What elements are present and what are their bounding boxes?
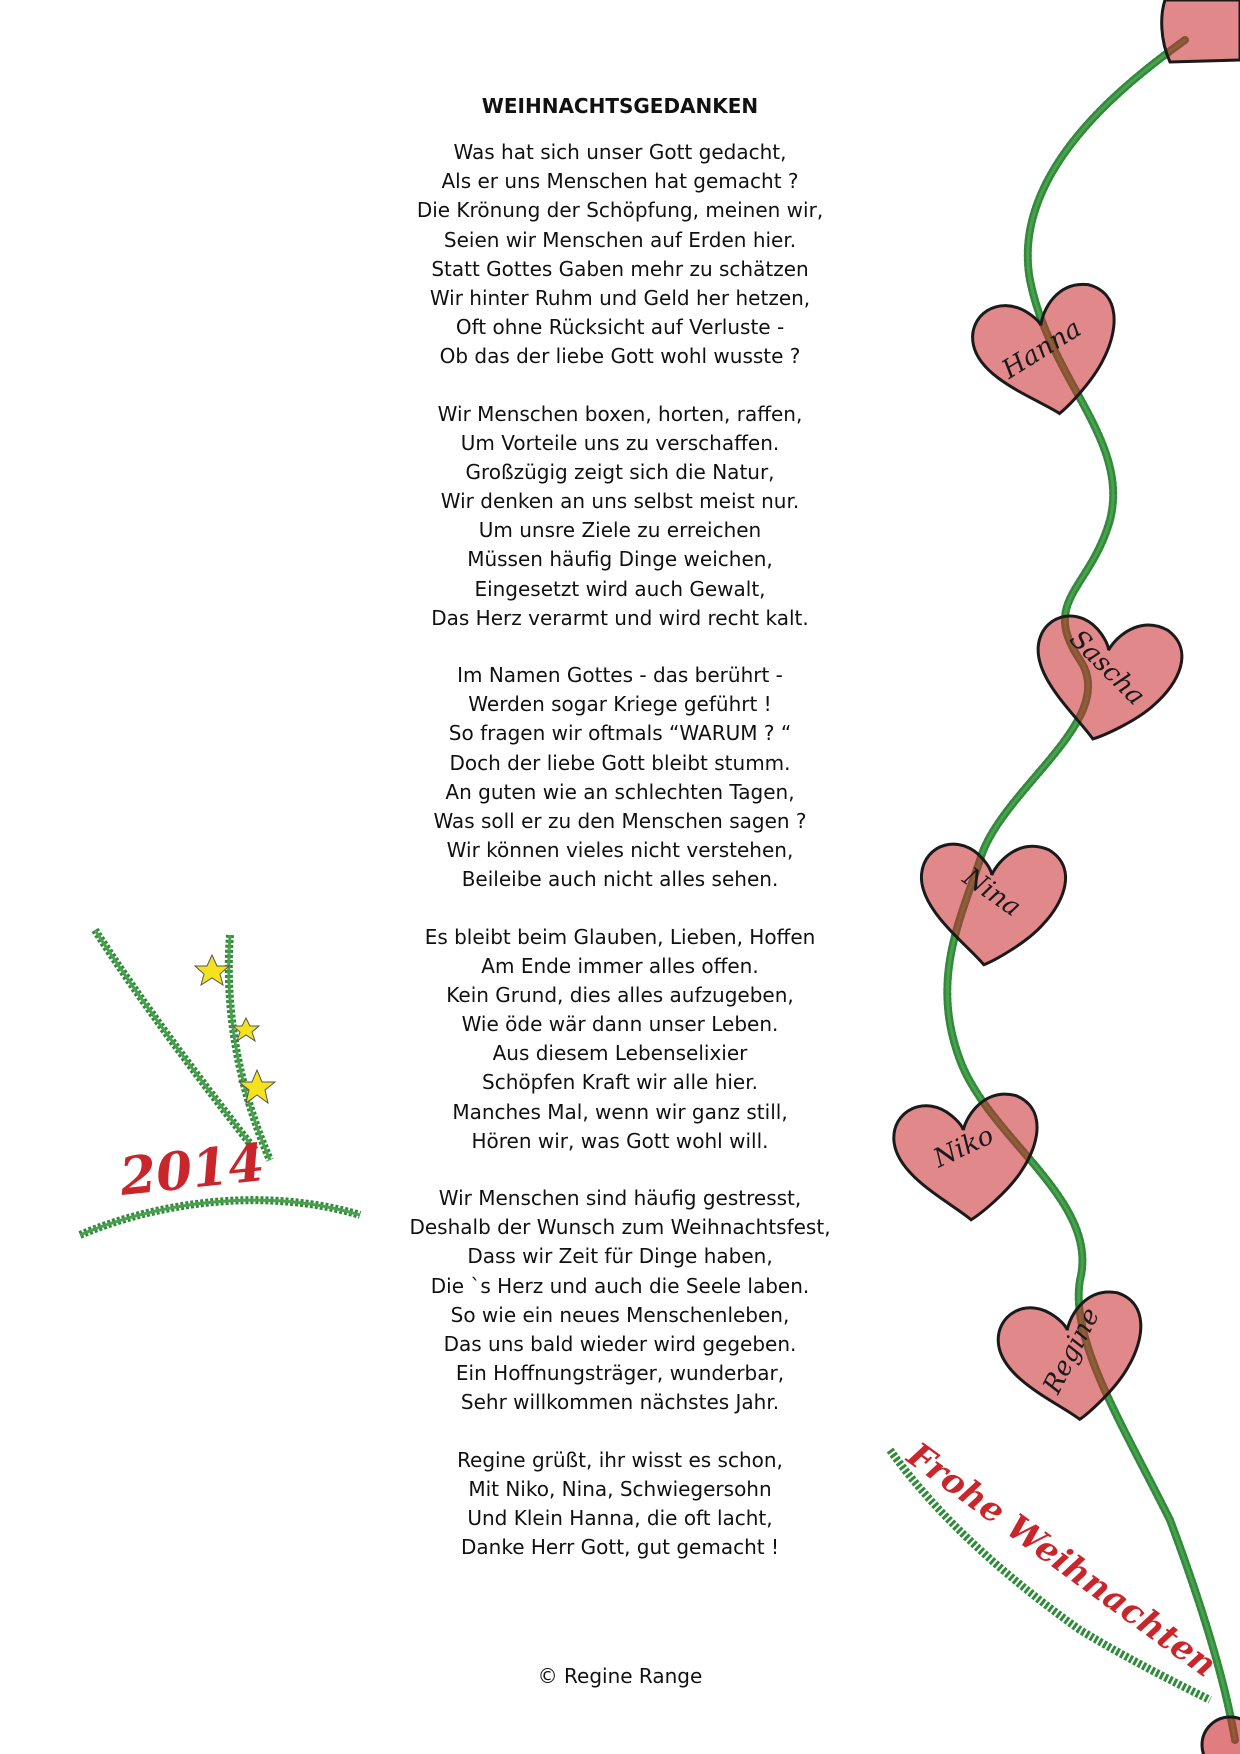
poem-line: Am Ende immer alles offen. [481, 953, 759, 978]
heart-name: Niko [929, 1120, 999, 1175]
bauble-bottom-partial [1202, 1717, 1240, 1754]
poem-stanza [300, 1446, 940, 1563]
poem-line: Das Herz verarmt und wird recht kalt. [431, 605, 809, 630]
poem-line: So wie ein neues Menschenleben, [450, 1302, 790, 1327]
poem-stanza [300, 923, 940, 1157]
poem-line: Wie öde wär dann unser Leben. [461, 1012, 779, 1037]
poem-line: Schöpfen Kraft wir alle hier. [482, 1070, 758, 1095]
poem-line: Wir können vieles nicht verstehen, [446, 838, 794, 863]
poem-line: Sehr willkommen nächstes Jahr. [460, 1390, 780, 1415]
poem-line: Werden sogar Kriege geführt ! [468, 692, 772, 717]
poem-line: Hören wir, was Gott wohl will. [471, 1128, 769, 1153]
poem-line: Seien wir Menschen auf Erden hier. [443, 227, 797, 252]
poem-line: Wir denken an uns selbst meist nur. [440, 489, 800, 514]
copyright-notice: © Regine Range [537, 1664, 703, 1688]
poem-line: Die `s Herz und auch die Seele laben. [430, 1273, 810, 1298]
poem-line: Dass wir Zeit für Dinge haben, [467, 1244, 773, 1269]
poem-stanza [300, 400, 940, 634]
heart-name: Hanna [996, 313, 1087, 386]
poem-title: WEIHNACHTSGEDANKEN [481, 94, 759, 118]
star-icon [233, 1018, 259, 1041]
poem-stanza [300, 1184, 940, 1418]
poem-line: So fragen wir oftmals “WARUM ? “ [448, 721, 792, 746]
poem-stanzas [300, 138, 940, 1562]
poem-line: Doch der liebe Gott bleibt stumm. [449, 750, 791, 775]
poem-line: Wir Menschen boxen, horten, raffen, [437, 401, 803, 426]
poem-line: Oft ohne Rücksicht auf Verluste - [455, 315, 785, 340]
poem-line: Regine grüßt, ihr wisst es schon, [457, 1447, 783, 1472]
heart-name: Sascha [1063, 624, 1151, 712]
poem-line: Manches Mal, wenn wir ganz still, [452, 1099, 788, 1124]
poem-stanza [300, 138, 940, 372]
poem-line: Um Vorteile uns zu verschaffen. [460, 430, 780, 455]
poem-line: Aus diesem Lebenselixier [492, 1041, 748, 1066]
heart-regine [993, 1288, 1153, 1429]
poem-line: Die Krönung der Schöpfung, meinen wir, [416, 198, 824, 223]
poem-line: Danke Herr Gott, gut gemacht ! [461, 1535, 779, 1560]
heart-name: Nina [957, 862, 1027, 923]
heart-sascha [1024, 606, 1187, 751]
heart-name: Regine [1037, 1303, 1107, 1399]
poem-line: Was soll er zu den Menschen sagen ? [433, 808, 807, 833]
poem-line: Großzügig zeigt sich die Natur, [465, 459, 775, 484]
poem-line: Und Klein Hanna, die oft lacht, [467, 1505, 773, 1530]
poem-line: Es bleibt beim Glauben, Lieben, Hoffen [424, 924, 816, 949]
poem-line: Statt Gottes Gaben mehr zu schätzen [431, 256, 809, 281]
poem-line: Wir hinter Ruhm und Geld her hetzen, [429, 285, 811, 310]
poem-line: Das uns bald wieder wird gegeben. [443, 1331, 797, 1356]
poem-line: Wir Menschen sind häufig gestresst, [438, 1186, 802, 1210]
heart-hanna [966, 278, 1132, 428]
poem-line: Ob das der liebe Gott wohl wusste ? [439, 344, 801, 369]
poem-line: Im Namen Gottes - das berührt - [457, 663, 783, 687]
poem-line: Kein Grund, dies alles aufzugeben, [446, 982, 794, 1007]
poem-line: Mit Niko, Nina, Schwiegersohn [468, 1476, 772, 1501]
poem-line: Was hat sich unser Gott gedacht, [453, 140, 787, 164]
poem-line: Müssen häufig Dinge weichen, [467, 547, 773, 572]
poem [300, 86, 940, 1590]
poem-line: Deshalb der Wunsch zum Weihnachtsfest, [409, 1215, 831, 1240]
poem-line: Um unsre Ziele zu erreichen [478, 518, 762, 543]
year-text: 2014 [116, 1132, 268, 1208]
poem-line: Beileibe auch nicht alles sehen. [461, 867, 779, 892]
poem-line: Als er uns Menschen hat gemacht ? [441, 169, 799, 194]
greeting-text: Frohe Weihnachten [899, 1434, 1224, 1686]
poem-stanza [300, 661, 940, 895]
poem-line: Ein Hoffnungsträger, wunderbar, [455, 1361, 785, 1386]
poem-line: Eingesetzt wird auch Gewalt, [474, 576, 766, 601]
star-icon [195, 955, 229, 985]
poem-line: An guten wie an schlechten Tagen, [445, 779, 795, 804]
heart-top-partial [1162, 0, 1240, 62]
